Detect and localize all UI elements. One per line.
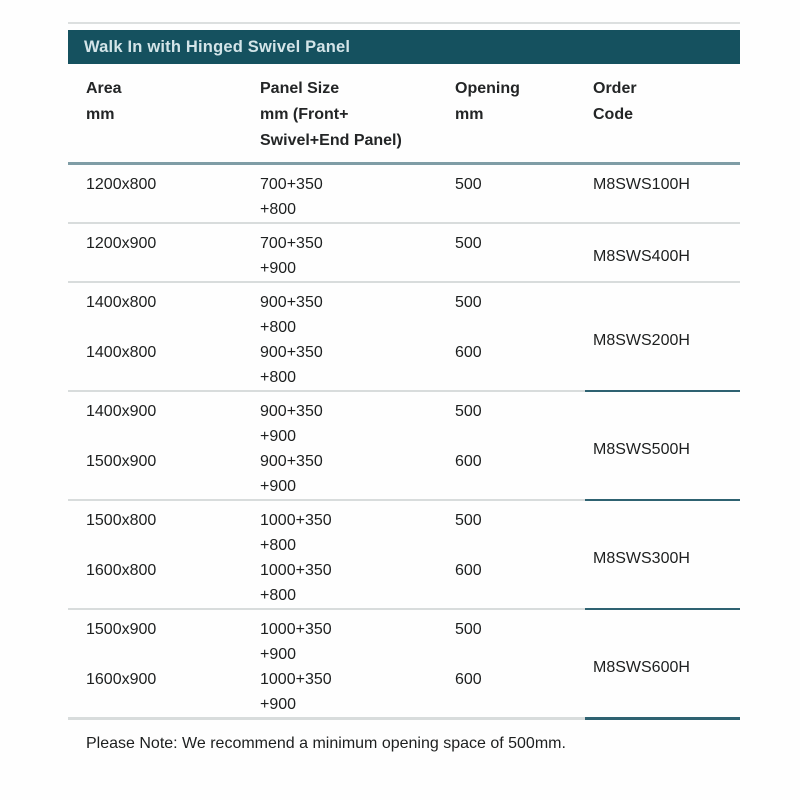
panel-size-cell: 900+350 +800: [260, 294, 323, 336]
order-code: M8SWS600H: [593, 658, 690, 676]
panel-size-cell: 900+350 +900: [260, 453, 323, 495]
order-code-cell: [585, 508, 740, 608]
opening-cell: 600: [455, 344, 482, 361]
area-cell: 1400x800: [86, 344, 157, 361]
table-row-group: [68, 165, 740, 224]
table-row-group: [68, 501, 740, 610]
order-code-cell: [585, 399, 740, 499]
order-code-cell: [585, 290, 740, 390]
opening-cell: 500: [455, 235, 482, 252]
area-column: [68, 617, 260, 717]
area-cell: 1400x800: [86, 294, 157, 311]
area-column: [68, 172, 260, 222]
area-cell: 1500x800: [86, 512, 157, 529]
order-code: M8SWS200H: [593, 331, 690, 349]
opening-column: [455, 617, 585, 717]
table-row-group: [68, 283, 740, 392]
order-code-cell: [585, 231, 740, 281]
area-column: [68, 231, 260, 281]
area-cell: 1200x900: [86, 235, 157, 252]
area-cell: 1500x900: [86, 621, 157, 638]
panel-size-column: [260, 231, 455, 281]
opening-cell: 500: [455, 403, 482, 420]
area-cell: 1400x900: [86, 403, 157, 420]
table-title-bar: [68, 30, 740, 64]
panel-size-cell: 1000+350 +800: [260, 512, 332, 554]
opening-column: [455, 290, 585, 390]
area-column: [68, 508, 260, 608]
opening-cell: 600: [455, 671, 482, 688]
area-cell: 1500x900: [86, 453, 157, 470]
column-header-area: Area mm: [86, 80, 122, 123]
area-cell: 1600x900: [86, 671, 157, 688]
panel-size-column: [260, 172, 455, 222]
panel-size-column: [260, 399, 455, 499]
order-code-cell: [585, 617, 740, 717]
table-row-group: [68, 224, 740, 283]
order-code: M8SWS100H: [593, 176, 690, 193]
opening-cell: 500: [455, 176, 482, 193]
table-row-group: [68, 392, 740, 501]
table-row-group: [68, 610, 740, 720]
panel-size-cell: 700+350 +800: [260, 176, 323, 218]
column-header-order-code: Order Code: [593, 80, 637, 123]
area-column: [68, 290, 260, 390]
opening-column: [455, 172, 585, 222]
panel-size-cell: 900+350 +800: [260, 344, 323, 386]
panel-size-cell: 700+350 +900: [260, 235, 323, 277]
opening-column: [455, 508, 585, 608]
column-header-panel-size: Panel Size mm (Front+ Swivel+End Panel): [260, 80, 402, 149]
order-code: M8SWS500H: [593, 440, 690, 458]
area-column: [68, 399, 260, 499]
footnote: Please Note: We recommend a minimum opening space of 500mm.: [86, 735, 566, 752]
panel-size-cell: 1000+350 +900: [260, 671, 332, 713]
area-cell: 1200x800: [86, 176, 157, 193]
column-header-opening: Opening mm: [455, 80, 520, 123]
panel-size-column: [260, 617, 455, 717]
opening-cell: 500: [455, 621, 482, 638]
panel-size-cell: 900+350 +900: [260, 403, 323, 445]
panel-size-cell: 1000+350 +900: [260, 621, 332, 663]
panel-size-column: [260, 508, 455, 608]
panel-size-column: [260, 290, 455, 390]
opening-cell: 500: [455, 512, 482, 529]
spec-sheet: [68, 22, 740, 753]
opening-cell: 500: [455, 294, 482, 311]
order-code-cell: [585, 172, 740, 222]
order-code: M8SWS400H: [593, 247, 690, 265]
table-body: [68, 165, 740, 720]
order-code: M8SWS300H: [593, 549, 690, 567]
opening-column: [455, 231, 585, 281]
column-headers: [68, 64, 740, 154]
top-divider: [68, 22, 740, 24]
opening-column: [455, 399, 585, 499]
opening-cell: 600: [455, 562, 482, 579]
opening-cell: 600: [455, 453, 482, 470]
panel-size-cell: 1000+350 +800: [260, 562, 332, 604]
table-title: Walk In with Hinged Swivel Panel: [84, 37, 351, 56]
area-cell: 1600x800: [86, 562, 157, 579]
